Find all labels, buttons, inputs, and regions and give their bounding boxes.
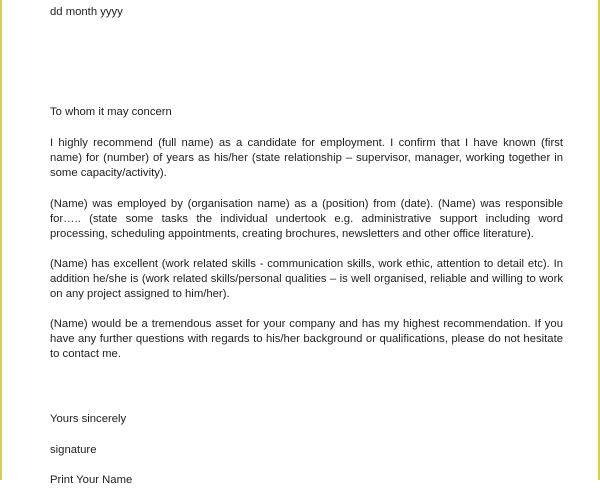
signature-placeholder: signature [50, 444, 97, 456]
paragraph-employment: (Name) was employed by (organisation name) as a (position) from (date). (Name) was responsible for….. (state some tasks the individual undertook e.g. administrative support including word processing, scheduling appointments, creating brochures, newsletters and other office literature). [50, 198, 563, 240]
print-name-placeholder: Print Your Name [50, 474, 133, 486]
paragraph-recommendation: I highly recommend (full name) as a candidate for employment. I confirm that I have known (first name) for (number) of years as his/her (state relationship – supervisor, manager, working together in some capacity/activity). [50, 137, 563, 179]
closing: Yours sincerely [50, 413, 127, 425]
letter-body [50, 0, 563, 486]
date-placeholder: dd month yyyy [50, 6, 123, 18]
salutation: To whom it may concern [50, 106, 172, 118]
paragraph-skills: (Name) has excellent (work related skills - communication skills, work ethic, attention to detail etc). In addition he/she is (work related skills/personal qualities – is well organised, reliable and willing to work on any project assigned to him/her). [50, 258, 563, 300]
paragraph-closing-remarks: (Name) would be a tremendous asset for your company and has my highest recommendation. If you have any further questions with regards to his/her background or qualifications, please do not hesitate to contact me. [50, 318, 563, 360]
